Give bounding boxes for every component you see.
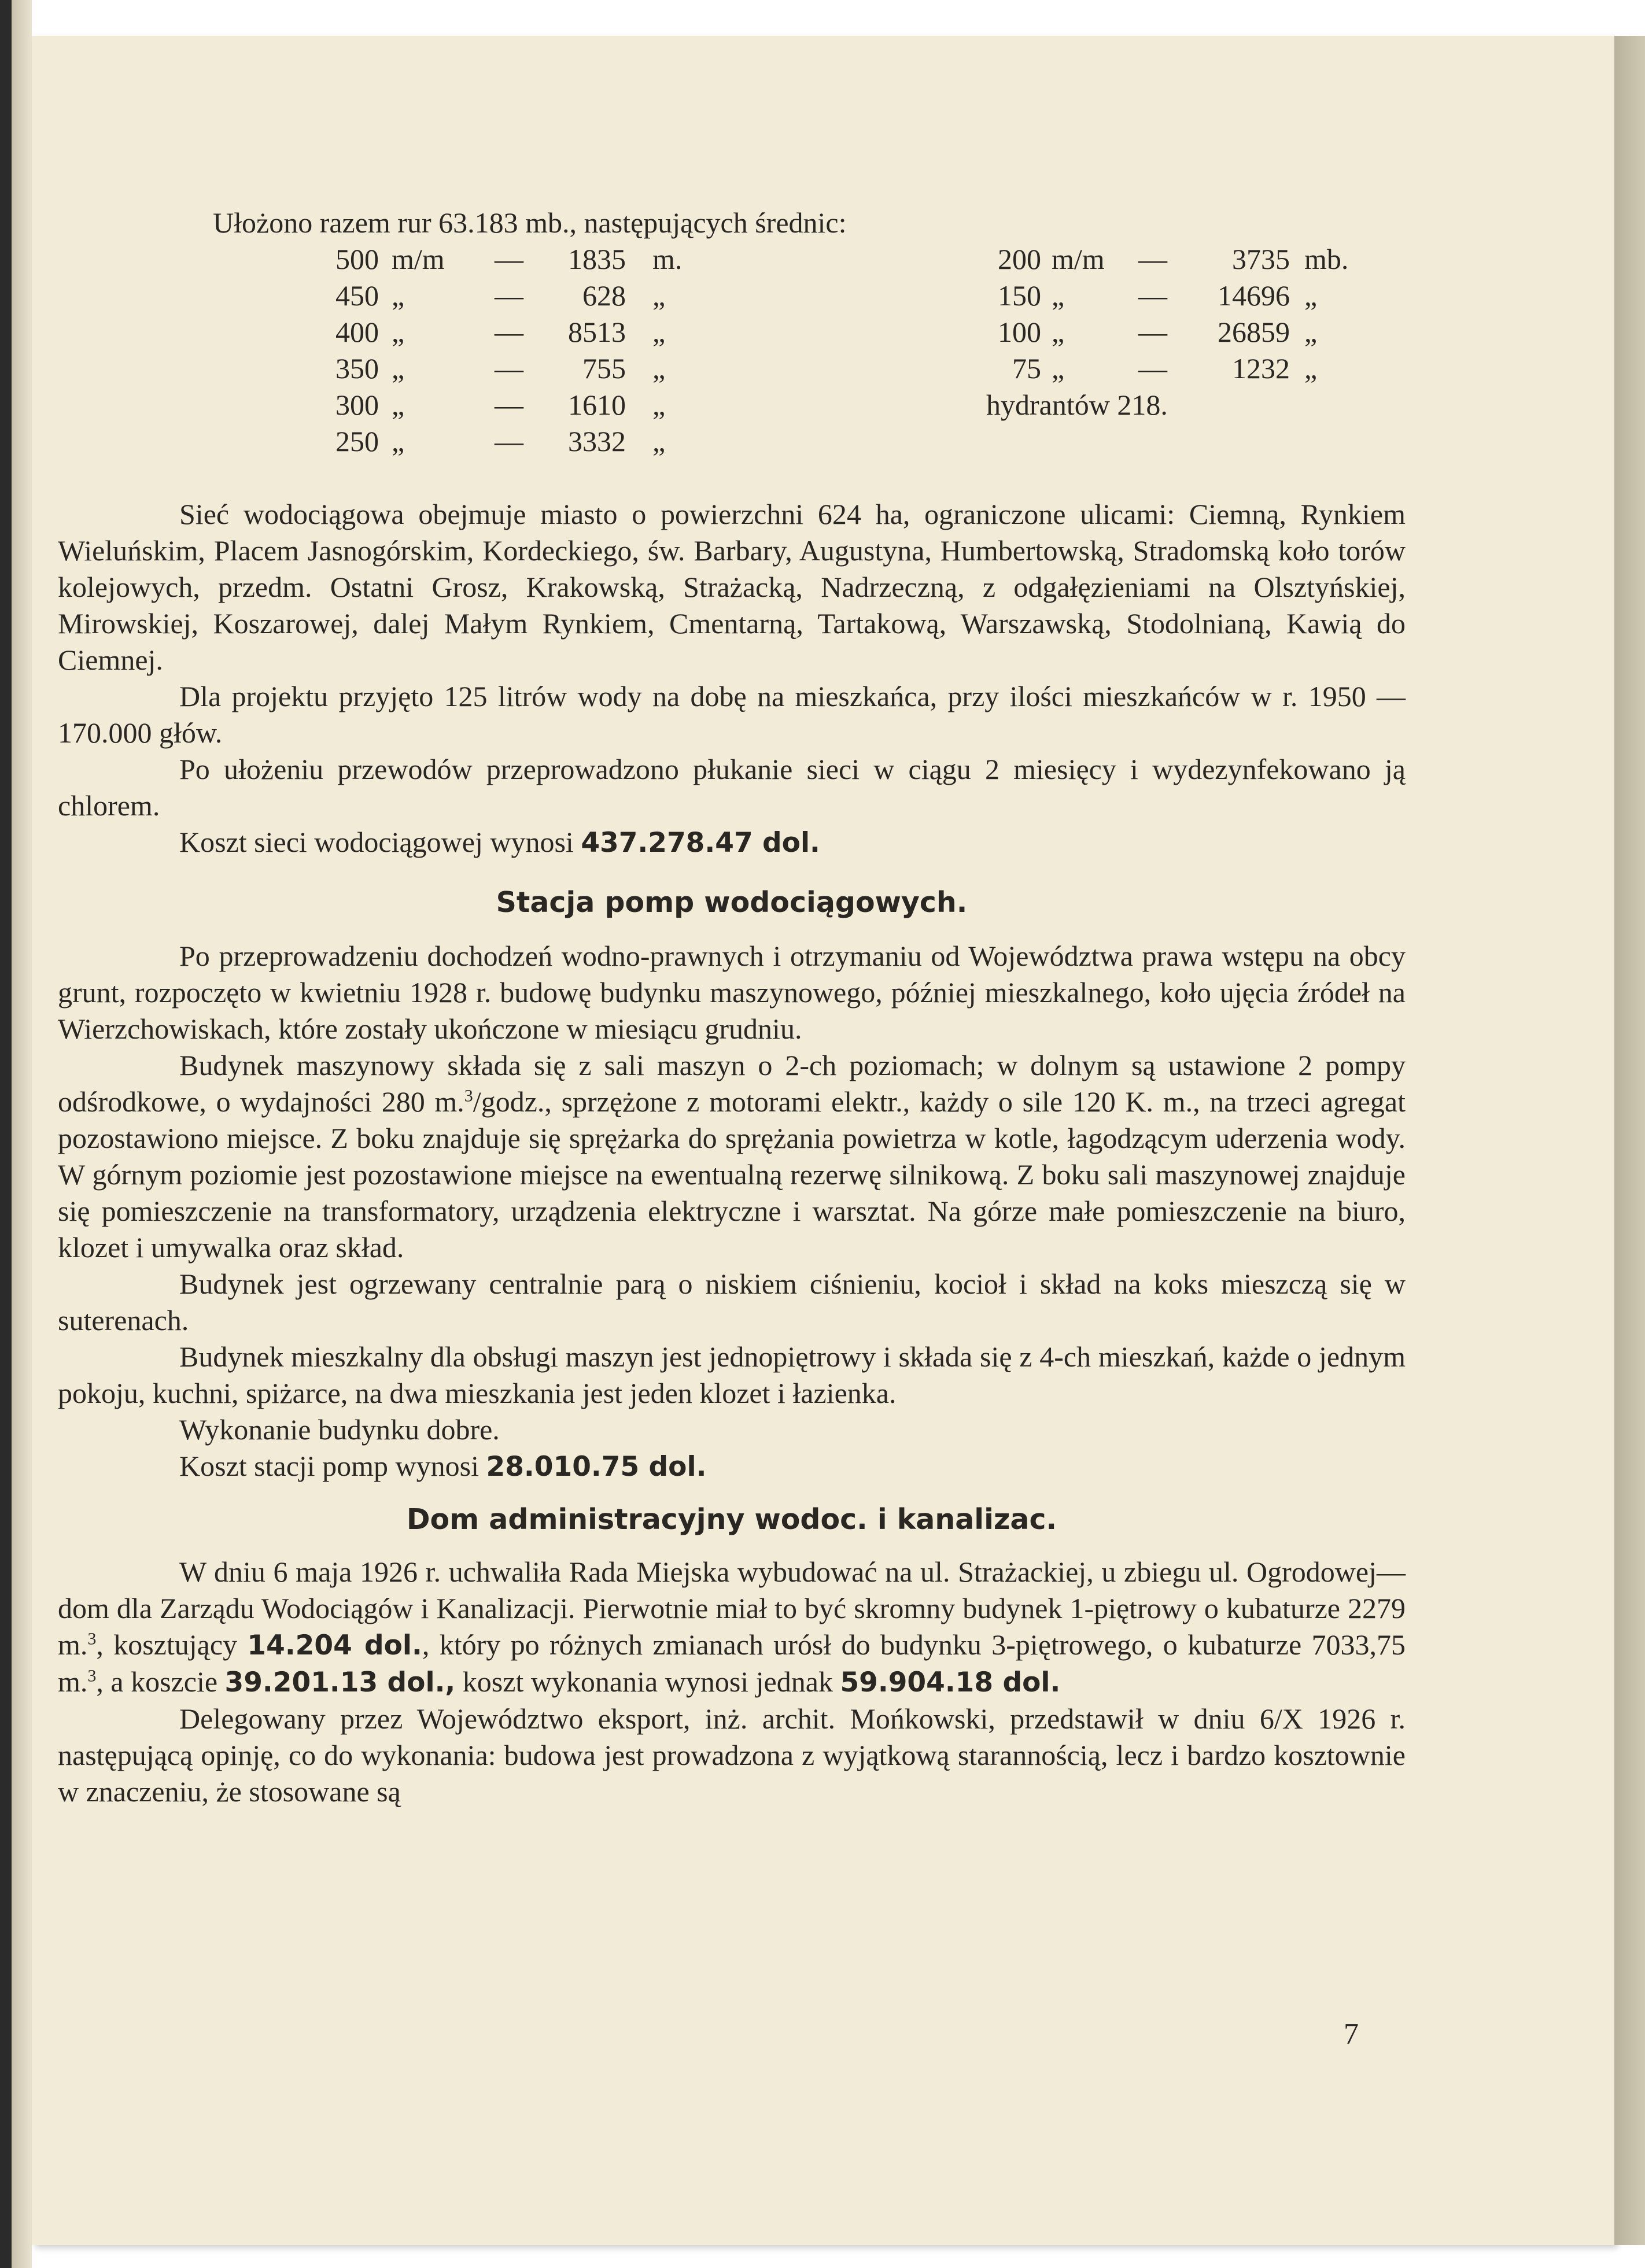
admin-p1b: , kosztujący: [96, 1628, 248, 1661]
pipe-unit: „: [1052, 279, 1065, 312]
admin-value-3: 59.904.18 dol.: [840, 1667, 1061, 1698]
pipe-length: 14696: [1218, 279, 1290, 312]
page-number: 7: [1344, 2018, 1359, 2051]
network-paragraph-2: Dla projektu przyjęto 125 litrów wody na dobę na mieszkańca, przy ilości mieszkańców w r. 1950 — 170.000 głów.: [58, 680, 1406, 749]
pipe-length-unit: „: [652, 279, 666, 312]
pipe-length: 1610: [568, 389, 626, 421]
pump-cost-value: 28.010.75 dol.: [486, 1451, 707, 1483]
admin-p1e: koszt wykonania wynosi jednak: [455, 1665, 840, 1698]
pipe-length-unit: „: [652, 425, 666, 457]
pipe-dash: —: [1138, 352, 1167, 385]
pipe-unit: „: [392, 279, 405, 312]
pipe-unit: „: [1052, 352, 1065, 385]
pipe-dash: —: [495, 425, 523, 457]
admin-building-heading: Dom administracyjny wodoc. i kanalizac.: [406, 1503, 1057, 1536]
admin-sup-2: 3: [87, 1666, 97, 1686]
pump-paragraph-5: Wykonanie budynku dobre.: [179, 1413, 500, 1446]
admin-value-2: 39.201.13 dol.,: [224, 1667, 456, 1698]
pipe-length: 26859: [1218, 316, 1290, 348]
pipe-diameter: 450: [335, 279, 379, 312]
admin-paragraph-2: Delegowany przez Województwo eksport, inż. archit. Mońkowski, przedstawił w dniu 6/X 1926 r. następującą opinję, co do wykonania: budowa jest prowadzona z wyjątkową starannością, lecz i bardzo kosztownie w znaczeniu, że stosowane są: [58, 1702, 1406, 1808]
pump-cost: [58, 1448, 1406, 1485]
pipe-diameter: 200: [998, 243, 1041, 275]
network-paragraph-1: Sieć wodociągowa obejmuje miasto o powierzchni 624 ha, ograniczone ulicami: Ciemną, Rynkiem Wieluńskim, Placem Jasnogórskim, Kordeckiego, św. Barbary, Augustyna, Humbertowską, Stradomską koło torów kolejowych, przedm. Ostatni Grosz, Krakowską, Strażacką, Nadrzeczną, z odgałęzieniami na Olsztyńskiej, Mirowskiej, Koszarowej, dalej Małym Rynkiem, Cmentarną, Tartakową, Warszawską, Stodolnianą, Kawią do Ciemnej.: [58, 498, 1406, 676]
pipe-dash: —: [1138, 243, 1167, 275]
pump-paragraph-2b: /godz., sprzężone z motorami elektr., każdy o sile 120 K. m., na trzeci agregat pozostawiono miejsce. Z boku znajduje się sprężarka do sprężania powietrza w kotle, łagodzącym uderzenia wody. W górnym poziomie jest pozostawione miejsce na ewentualną rezerwę silnikową. Z boku sali maszynowej znajduje się pomieszczenie na transformatory, urządzenia elektryczne i warsztat. Na górze małe pomieszczenie na biuro, klozet i umywalka oraz skład.: [58, 1085, 1406, 1264]
pump-paragraph-2: [58, 1047, 1406, 1266]
admin-value-1: 14.204 dol.: [247, 1630, 422, 1661]
pump-paragraph-3: Budynek jest ogrzewany centralnie parą o niskiem ciśnieniu, kocioł i skład na koks mieszczą się w suterenach.: [58, 1268, 1406, 1336]
admin-p1d: , a koszcie: [96, 1665, 225, 1698]
pipe-length: 3735: [1232, 243, 1290, 275]
pipe-diameter: 350: [335, 352, 379, 385]
pipe-dash: —: [495, 279, 523, 312]
pump-paragraph-2a: Budynek maszynowy składa się z sali maszyn o 2-ch poziomach; w dolnym są ustawione 2 pompy odśrodkowe, o wydajności 280 m.: [58, 1049, 1406, 1118]
pipe-dash: —: [495, 389, 523, 421]
page-stack-edge: [1614, 36, 1645, 2245]
pipe-unit: „: [392, 389, 405, 421]
pipe-diameter: 500: [335, 243, 379, 275]
pump-cost-label: Koszt stacji pomp wynosi: [179, 1450, 486, 1482]
pipe-length-unit: mb.: [1304, 243, 1349, 275]
pipe-diameter: 300: [335, 389, 379, 421]
pipe-length: 628: [582, 279, 626, 312]
pump-station-heading: Stacja pomp wodociągowych.: [496, 886, 968, 919]
pipe-row: [58, 241, 1406, 278]
pipe-unit: „: [392, 316, 405, 348]
pipe-unit: „: [1052, 316, 1065, 348]
pipe-length-unit: m.: [652, 243, 683, 275]
pipe-length-unit: „: [1304, 352, 1318, 385]
pipe-length-unit: „: [1304, 316, 1318, 348]
network-cost-label: Koszt sieci wodociągowej wynosi: [179, 826, 581, 858]
network-paragraph-3: Po ułożeniu przewodów przeprowadzono płukanie sieci w ciągu 2 miesięcy i wydezynfekowano ją chlorem.: [58, 753, 1406, 822]
pipe-diameter: 400: [335, 316, 379, 348]
network-cost-value: 437.278.47 dol.: [581, 827, 820, 859]
pipe-diameter: 250: [335, 425, 379, 457]
pipe-row: [58, 314, 1406, 350]
admin-p1c: , który po różnych zmianach urósł do budynku 3-piętrowego, o kubaturze 7033,75 m.: [58, 1628, 1406, 1698]
pipe-length: 1232: [1232, 352, 1290, 385]
pipe-length-unit: „: [652, 352, 666, 385]
pipe-diameter: 75: [1012, 352, 1041, 385]
admin-p1a: W dniu 6 maja 1926 r. uchwaliła Rada Miejska wybudować na ul. Strażackiej, u zbiegu ul. Ogrodowej—dom dla Zarządu Wodociągów i Kanalizacji. Pierwotnie miał to być skromny budynek 1-piętrowy o kubaturze 2279 m.: [58, 1556, 1406, 1661]
pipes-intro: Ułożono razem rur 63.183 mb., następujących średnic:: [213, 206, 847, 239]
book-spine-edge: [0, 0, 32, 2268]
pipe-dash: —: [1138, 316, 1167, 348]
pipe-length: 8513: [568, 316, 626, 348]
pipe-unit: m/m: [392, 243, 445, 275]
pipe-diameter: 100: [998, 316, 1041, 348]
pipe-length: 3332: [568, 425, 626, 457]
admin-sup-1: 3: [87, 1629, 97, 1649]
pipe-length-unit: „: [1304, 279, 1318, 312]
pipe-diameters-table: [58, 241, 1406, 496]
pipe-row: [58, 350, 1406, 387]
pipe-row: [58, 387, 1406, 423]
pipe-diameter: 150: [998, 279, 1041, 312]
pipe-dash: —: [495, 352, 523, 385]
pipe-unit: m/m: [1052, 243, 1105, 275]
pipe-length: 755: [582, 352, 626, 385]
pipe-row: [58, 423, 1406, 460]
pipe-unit: „: [392, 425, 405, 457]
hydrants-count: hydrantów 218.: [986, 389, 1168, 421]
pipe-dash: —: [1138, 279, 1167, 312]
pipe-row: [58, 278, 1406, 314]
pipe-length-unit: „: [652, 316, 666, 348]
pipe-dash: —: [495, 316, 523, 348]
pump-superscript: 3: [464, 1086, 473, 1106]
pipe-unit: „: [392, 352, 405, 385]
admin-paragraph-1: [58, 1554, 1406, 1701]
pump-paragraph-4: Budynek mieszkalny dla obsługi maszyn jest jednopiętrowy i składa się z 4-ch mieszkań, każde o jednym pokoju, kuchni, spiżarce, na dwa mieszkania jest jeden klozet i łazienka.: [58, 1340, 1406, 1409]
pump-paragraph-1: Po przeprowadzeniu dochodzeń wodno-prawnych i otrzymaniu od Województwa prawa wstępu na obcy grunt, rozpoczęto w kwietniu 1928 r. budowę budynku maszynowego, później mieszkalnego, koło ujęcia źródeł na Wierzchowiskach, które zostały ukończone w miesiącu grudniu.: [58, 940, 1406, 1045]
pipe-length: 1835: [568, 243, 626, 275]
page-content: [58, 205, 1406, 1810]
pipe-length-unit: „: [652, 389, 666, 421]
pipe-dash: —: [495, 243, 523, 275]
network-cost: [58, 824, 1406, 861]
